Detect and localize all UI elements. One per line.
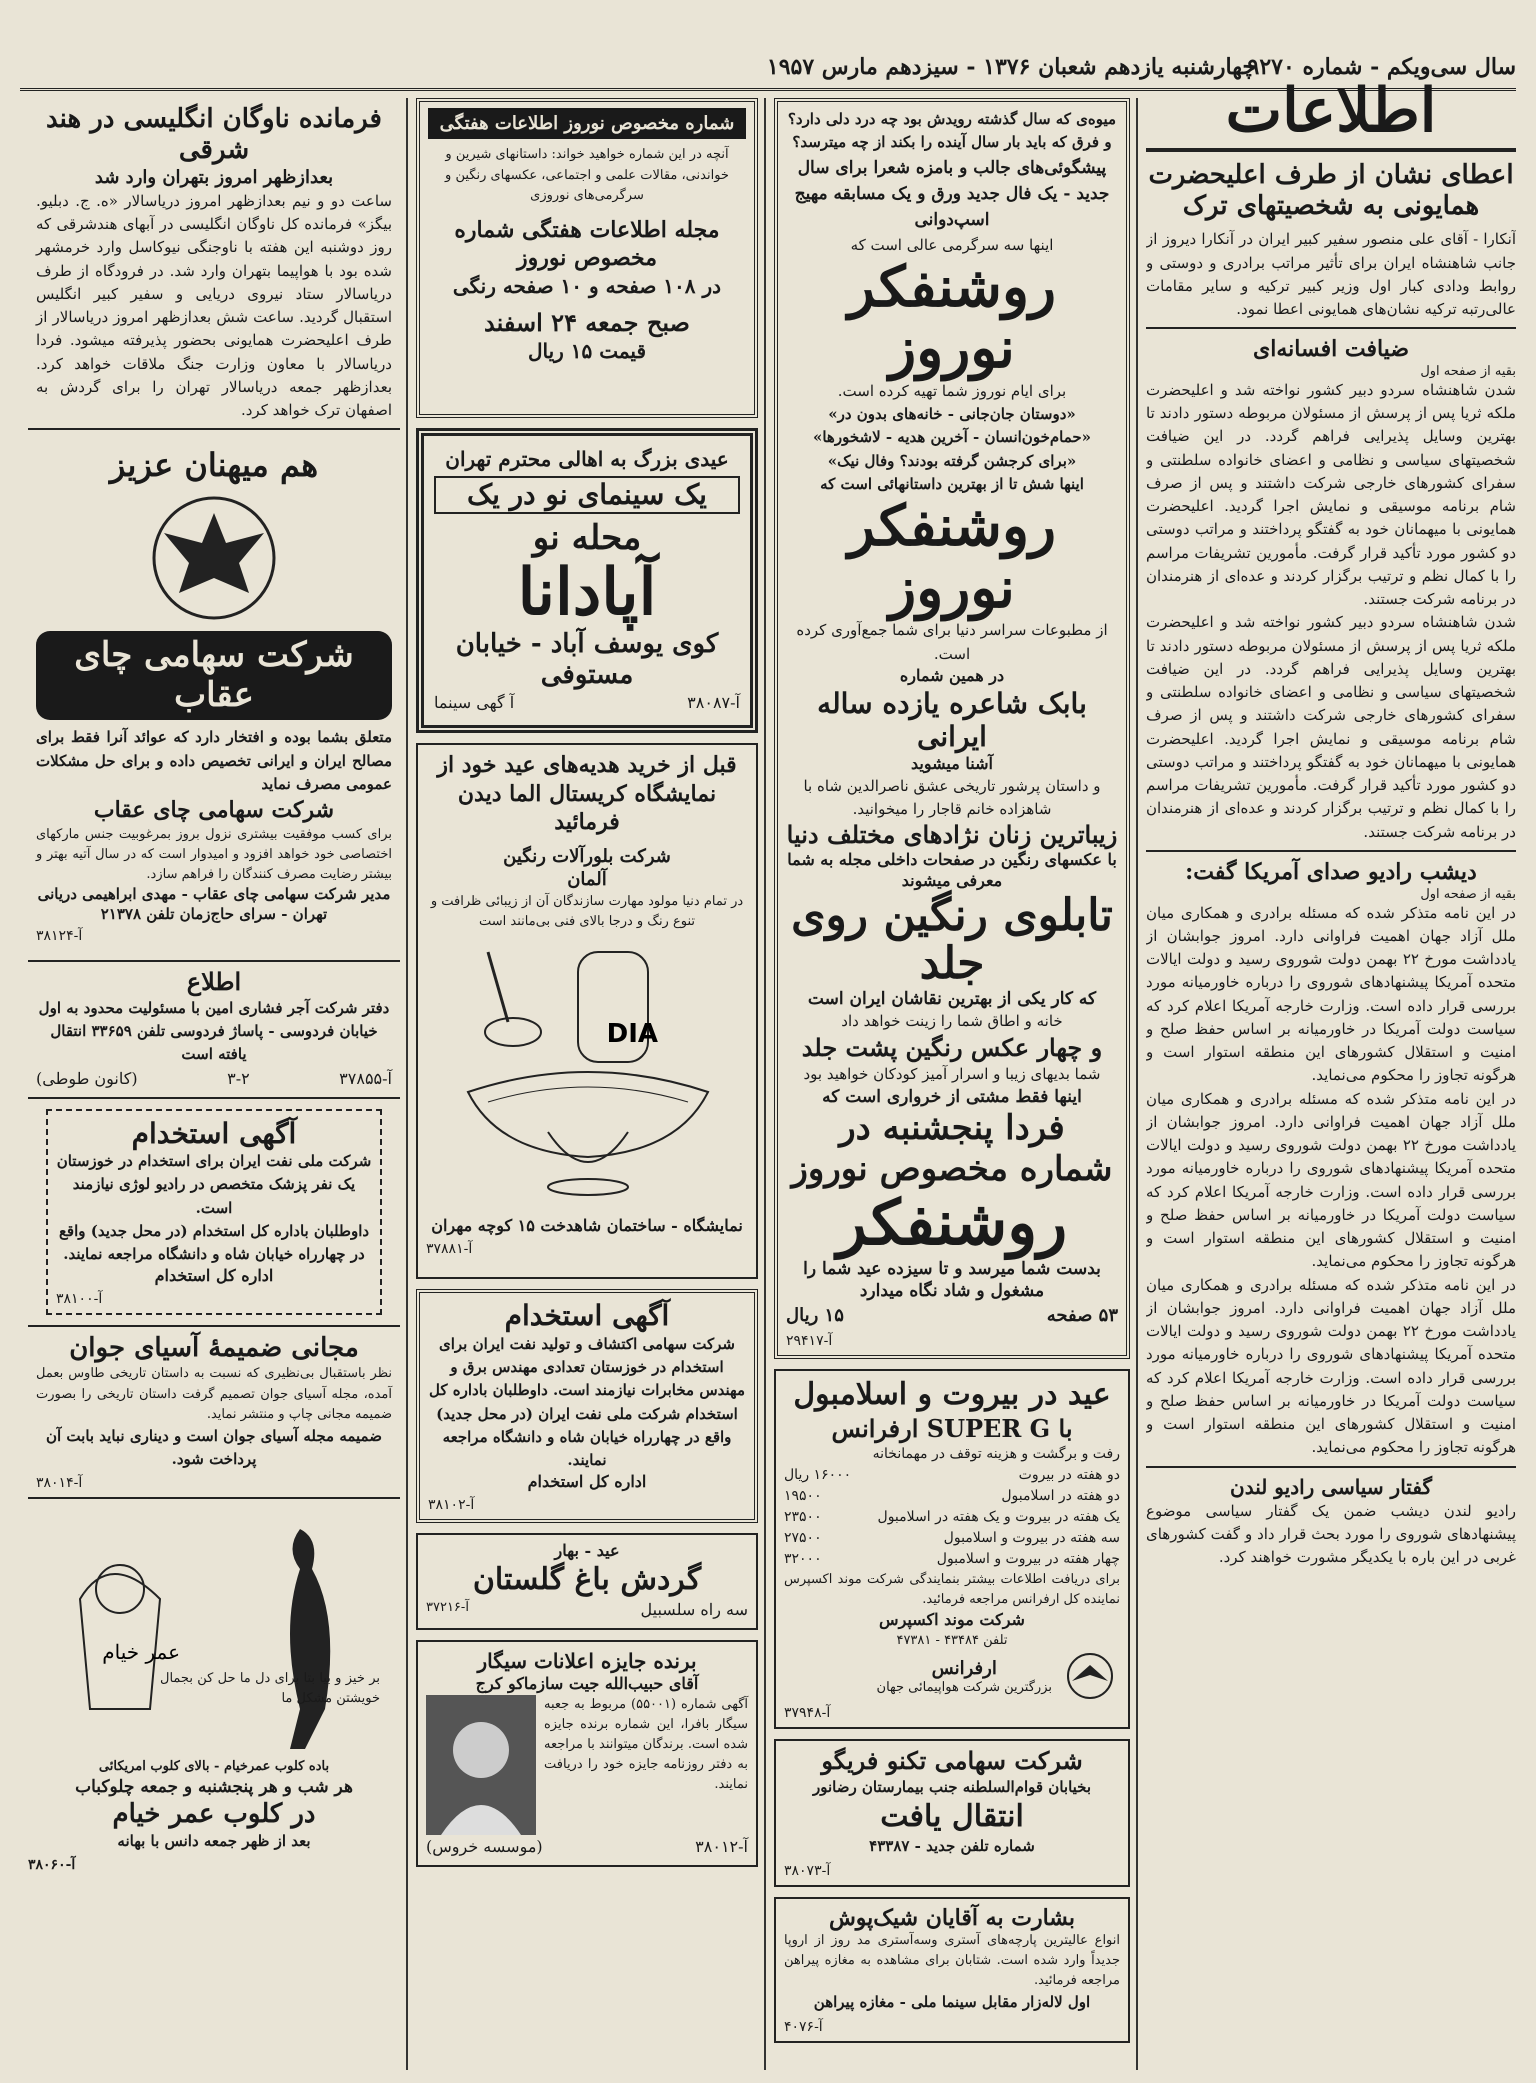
masthead: اطلاعات bbox=[1146, 78, 1516, 152]
article-body: شدن شاهنشاه سردو دبیر کشور نواخته شد و اعلیحضرت ملکه ثریا پس از پرسش از مسئولان مربوطه دستور دادند تا بهترین وسایل پذیرایی فراهم گردد. در این ضیافت شخصیتهای سیاسی و نظامی و اعضای خانواده سلطنتی و سفرای کشورهای خارجی شرکت داشتند و پس از صرف شام برنامه موسیقی و نمایش اجرا گردید. اعلیحضرت همایونی با میهمانان خود به گفتگو پرداختند و مراتب دوستی دو کشور مورد تأکید قرار گرفت. مأمورین تشریفات مراسم را با کمال نظم و ترتیب برگزار کردند و عده‌ای از هنرمندان در برنامه شرکت جستند. bbox=[1146, 380, 1516, 609]
ad-text: میوه‌ی که سال گذشته رویدش بود چه درد دلی دارد؟ و فرق که باید بار سال آینده را بکند از چه میترسد؟ bbox=[787, 110, 1117, 152]
ad-code: آ-۳۸۰۶۰ bbox=[28, 1856, 76, 1873]
eagle-logo-icon bbox=[144, 493, 284, 623]
golestan-ad bbox=[416, 1533, 758, 1630]
price-label: چهار هفته در بیروت و اسلامبول bbox=[936, 1551, 1120, 1567]
phone: شماره تلفن جدید - ۴۳۳۸۷ bbox=[869, 1837, 1035, 1856]
release-date: صبح جمعه ۲۴ اسفند bbox=[484, 308, 690, 337]
ad-text: دفتر شرکت آجر فشاری امین با مسئولیت محدود به اول خیابان فردوسی - پاساژ فردوسی تلفن ۳۳۶۵۹ انتقال یافته است bbox=[38, 998, 390, 1064]
ad-headline: محله نو bbox=[532, 517, 642, 558]
ad-headline: بشارت به آقایان شیک‌پوش bbox=[828, 1904, 1076, 1931]
ad-code: ۳-۲ bbox=[227, 1068, 250, 1088]
winner-name: آقای حبیب‌الله جیت سازماکو کرج bbox=[475, 1673, 699, 1693]
price-label: دو هفته در اسلامبول bbox=[1001, 1488, 1120, 1504]
section-title: دیشب رادیو صدای آمریکا گفت: bbox=[1185, 858, 1477, 885]
ad-code: آ-۳۸۰۱۲ bbox=[695, 1836, 748, 1856]
ad-code: آ-۳۸۰۱۴ bbox=[36, 1475, 83, 1492]
section-title: گفتار سیاسی رادیو لندن bbox=[1230, 1474, 1432, 1499]
shik-ad bbox=[774, 1897, 1130, 2043]
airfrance-ad bbox=[774, 1369, 1130, 1729]
issue-date: چهارشنبه یازدهم شعبان ۱۳۷۶ - سیزدهم مارس ۱۹۵۷ bbox=[766, 54, 1256, 80]
ad-text: شرکت ملی نفت ایران برای استخدام در خوزستان یک نفر پزشک متخصص در رادیو لوژی نیازمند است. bbox=[56, 1152, 372, 1217]
agency: (موسسه خروس) bbox=[426, 1836, 543, 1856]
ad-headline: آگهی استخدام bbox=[131, 1116, 297, 1150]
lead-paragraph: آنکارا - آقای علی منصور سفیر کبیر ایران در آنکارا دیروز از جانب شاهنشاه ایران برای تأثیر مراتب برادری و دوستی و روابط ودادی کبار اول وزیر کبیر ترکیه و سایر مقامات عالی‌رتبه ترکیه نشان‌های همایونی اعطا نمود. bbox=[1146, 230, 1516, 319]
page-count: ۵۳ صفحه bbox=[1046, 1304, 1118, 1326]
ad-code: آ-۳۷۹۴۸ bbox=[784, 1705, 831, 1722]
navy-article bbox=[28, 98, 400, 430]
price-value: ۱۶۰۰۰ ریال bbox=[784, 1467, 852, 1483]
ad-text: برای ایام نوروز شما تهیه کرده است. bbox=[837, 381, 1067, 400]
magazine-brand: روشنفکر نوروز bbox=[847, 253, 1057, 382]
poet-name: بابک شاعره یازده ساله ایرانی bbox=[817, 686, 1087, 754]
ad-text: عیدی بزرگ به اهالی محترم تهران bbox=[445, 447, 729, 471]
ad-text: آنچه در این شماره خواهید خواند: داستانهای شیرین و خواندنی، مقالات علمی و اجتماعی، عکسهای رنگین و سرگرمی‌های نوروزی bbox=[445, 147, 729, 203]
ad-text: شرکت سهامی اکتشاف و تولید نفت ایران برای استخدام در خوزستان تعدادی مهندس برق و مهندس مخابرات نیازمند است. داوطلبان باداره کل استخدام شرکت ملی نفت ایران (در محل جدید) واقع در چهارراه خیابان شاه و دانشگاه مراجعه نمایند. bbox=[429, 1334, 745, 1469]
tekno-frigo-ad bbox=[774, 1739, 1130, 1886]
tea-ad bbox=[28, 440, 400, 950]
ad-code: آ-۳۷۸۵۵ bbox=[339, 1068, 392, 1088]
ad-code: آ-۳۷۸۸۱ bbox=[426, 1240, 473, 1257]
ad-signature: اداره کل استخدام bbox=[527, 1472, 647, 1492]
ad-text: آشنا میشوید bbox=[911, 753, 993, 773]
ad-text: داوطلبان باداره کل استخدام (در محل جدید) واقع در چهارراه خیابان شاه و دانشگاه مراجعه نمایند. bbox=[58, 1221, 370, 1264]
cigarette-prize-ad bbox=[416, 1640, 758, 1867]
article-body: رادیو لندن دیشب ضمن یک گفتار سیاسی موضوع پیشنهادهای شوروی را مورد بحث قرار داد و گفت کشورهای غربی در این باره با یکدیگر مشورت خواهند کرد. bbox=[1146, 1501, 1516, 1567]
ad-text: که کار یکی از بهترین نقاشان ایران است bbox=[807, 989, 1097, 1010]
airline-tagline: بزرگترین شرکت هواپیمائی جهان bbox=[876, 1680, 1052, 1696]
ad-text: نظر باستقبال بی‌نظیری که نسبت به داستان تاریخی طاوس بعمل آمده، مجله آسیای جوان تصمیم گرفت داستان تاریخی را بصورت ضمیمه مجانی چاپ و منتشر نماید. bbox=[36, 1366, 392, 1422]
ad-headline: گردش باغ گلستان bbox=[472, 1561, 702, 1597]
price-label: رفت و برگشت و هزینه توقف در مهمانخانه bbox=[872, 1446, 1120, 1462]
dia-logo: DIA bbox=[606, 1019, 658, 1049]
ad-text: برای دریافت اطلاعات بیشتر بنمایندگی شرکت موند اکسپرس نماینده کل ارفرانس مراجعه فرمائید. bbox=[784, 1572, 1120, 1608]
price-label: دو هفته در بیروت bbox=[1018, 1467, 1120, 1483]
ad-text: برای کسب موفقیت بیشتری نزول بروز بمرغوبیت جنس مارکهای اختصاصی خود خواهد افزود و امیدوار است که در سال آتیه بهتر و بیشتر رضایت مصرف کنندگان را فراهم سازد. bbox=[36, 826, 392, 882]
ad-subtitle: با SUPER G ارفرانس bbox=[831, 1413, 1073, 1443]
cover-title: تابلوی رنگین روی جلد bbox=[791, 889, 1113, 989]
magazine-brand: روشنفکر bbox=[836, 1186, 1068, 1260]
asia-javan-ad bbox=[28, 1325, 400, 1499]
winner-photo-icon bbox=[426, 1695, 536, 1835]
column-right bbox=[1146, 78, 1516, 2070]
ad-text: خانه و اطاق شما را زینت خواهد داد bbox=[841, 1012, 1063, 1031]
ad-label: آ گهی سینما bbox=[434, 693, 515, 713]
phone: تلفن ۴۳۴۸۴ - ۴۷۳۸۱ bbox=[896, 1633, 1008, 1649]
issue-number: سال سی‌ویکم - شماره ۹۲۷۰ bbox=[1247, 54, 1516, 80]
ad-headline: و چهار عکس رنگین پشت جلد bbox=[801, 1032, 1103, 1062]
ad-text: بدست شما میرسد و تا سیزده عید شما را مشغول و شاد نگاه میدارد bbox=[803, 1258, 1101, 1301]
ad-code: آ-۳۸۱۲۴ bbox=[36, 928, 83, 945]
cinema-name: آپادانا bbox=[517, 555, 657, 631]
article-body: در این نامه متذکر شده که مسئله برادری و همکاری میان ملل آزاد جهان اهمیت فراوانی دارد. امروز جوابشان از یادداشت مورخ ۲۲ بهمن دولت شوروی رسید و دولت ایالات متحده آمریکا پیشنهادهای شوروی را درباره خاورمیانه مورد بررسی قرار داده است. وزارت خارجه آمریکا اعلام کرد که سیاست دولت آمریکا در خاورمیانه بر اساس حفظ صلح و امنیت و استقلال کشورهای این منطقه استوار است و هرگونه تجاوز را محکوم می‌نماید. bbox=[1146, 1275, 1516, 1457]
ad-headline: شماره مخصوص نوروز bbox=[791, 1148, 1113, 1189]
tea-logo-text: شرکت سهامی چای عقاب bbox=[36, 631, 392, 721]
ad-text: متعلق بشما بوده و افتخار دارد که عوائد آنرا فقط برای مصالح ایران و ایرانی تخصیص داده و برای حل مشکلات عمومی مصرف نماید bbox=[36, 728, 392, 793]
newspaper-page bbox=[20, 20, 1516, 2070]
ad-text: در همین شماره bbox=[899, 665, 1005, 685]
address: سه راه سلسبیل bbox=[640, 1599, 748, 1619]
khayyam-illustration-icon bbox=[50, 1509, 390, 1759]
article-subtitle: بعدازظهر امروز بتهران وارد شد bbox=[94, 167, 334, 189]
ad-code: آ-۳۸۱۰۰ bbox=[56, 1291, 103, 1308]
story-item: «برای کرجشن گرفته بودند؟ وفال نیک» bbox=[827, 451, 1077, 470]
ad-text: بخیابان قوام‌السلطنه جنب بیمارستان رضانور bbox=[812, 1778, 1092, 1797]
brand-name: شرکت بلورآلات رنگین bbox=[503, 845, 671, 867]
ad-headline: زیباترین زنان نژادهای مختلف دنیا bbox=[786, 820, 1118, 850]
ad-text: پیشگوئی‌های جالب و بامزه شعرا برای سال جدید - یک فال جدید ورق و یک مسابقه مهیج اسپ‌دوانی bbox=[794, 157, 1110, 231]
ad-headline: برنده جایزه اعلانات سیگار bbox=[477, 1648, 697, 1673]
ad-headline: انتقال یافت bbox=[880, 1799, 1024, 1835]
ad-headline: یک سینمای نو در یک bbox=[434, 476, 740, 514]
ad-code: آ-۳۸۰۷۳ bbox=[784, 1862, 831, 1879]
khayyam-label: عمر خیام bbox=[102, 1640, 180, 1665]
column-center-right bbox=[774, 98, 1130, 2070]
airline-name: ارفرانس bbox=[931, 1658, 997, 1680]
roshanfekr-ad bbox=[774, 98, 1130, 1359]
ad-headline: فردا پنجشنبه در bbox=[839, 1107, 1065, 1148]
column-rule bbox=[1136, 98, 1138, 2070]
ad-text: آگهی شماره (۵۵۰۰۱) مربوط به جعبه سیگار بافرا، این شماره برنده جایزه شده است. برندگان میتوانند با مراجعه به دفتر روزنامه جایزه خود را دریافت نمایند. bbox=[544, 1696, 748, 1793]
ad-signature: اداره کل استخدام bbox=[154, 1266, 274, 1286]
ad-text: شما بدیهای زیبا و اسرار آمیز کودکان خواهید بود bbox=[803, 1064, 1101, 1083]
ad-code: آ-۳۷۲۱۶ bbox=[426, 1599, 469, 1615]
weekly-special-ad bbox=[416, 98, 758, 418]
headline: اعطای نشان از طرف اعلیحضرت همایونی به شخصیتهای ترک bbox=[1148, 160, 1514, 222]
column-center-left bbox=[416, 98, 758, 2070]
column-rule bbox=[406, 98, 408, 2070]
ad-headline: اطلاع bbox=[186, 967, 242, 997]
ad-headline: مجله اطلاعات هفتگی شماره مخصوص نوروز bbox=[454, 216, 720, 272]
ad-headline: آگهی استخدام bbox=[504, 1299, 670, 1333]
brand-country: آلمان bbox=[567, 869, 607, 891]
price-value: ۱۹۵۰۰ bbox=[784, 1488, 822, 1504]
price-label: سه هفته در بیروت و اسلامبول bbox=[943, 1530, 1120, 1546]
club-name: باده کلوب عمرخیام - بالای کلوب امریکائی bbox=[98, 1759, 330, 1775]
ad-headline: در کلوب عمر خیام bbox=[112, 1799, 316, 1830]
ad-headline: نمایشگاه کریستال الما دیدن فرمائید bbox=[457, 780, 717, 836]
article-title: فرمانده ناوگان انگلیسی در هند شرقی bbox=[46, 104, 382, 166]
column-rule bbox=[764, 98, 766, 2070]
ad-text: اینها فقط مشتی از خرواری است که bbox=[822, 1086, 1082, 1107]
notice-ad bbox=[28, 960, 400, 1099]
ad-code: آ-۳۸۱۰۲ bbox=[428, 1497, 475, 1514]
crystal-ad bbox=[416, 743, 758, 1279]
ad-text: ضمیمه مجله آسیای جوان است و دیناری نباید بابت آن پرداخت شود. bbox=[46, 1426, 382, 1469]
byline: بقیه از صفحه اول bbox=[1420, 886, 1516, 902]
ad-headline: مجانی ضمیمهٔ آسیای جوان bbox=[69, 1333, 359, 1364]
job-ad-2 bbox=[416, 1289, 758, 1523]
article-body: در این نامه متذکر شده که مسئله برادری و همکاری میان ملل آزاد جهان اهمیت فراوانی دارد. امروز جوابشان از یادداشت مورخ ۲۲ بهمن دولت شوروی رسید و دولت ایالات متحده آمریکا پیشنهادهای شوروی را درباره خاورمیانه مورد بررسی قرار داده است. وزارت خارجه آمریکا اعلام کرد که سیاست دولت آمریکا در خاورمیانه بر اساس حفظ صلح و امنیت و استقلال کشورهای این منطقه استوار است و هرگونه تجاوز را محکوم می‌نماید. bbox=[1146, 1089, 1516, 1271]
cinema-ad bbox=[416, 428, 758, 733]
magazine-brand: روشنفکر نوروز bbox=[847, 493, 1057, 621]
ad-text: هر شب و هر پنجشنبه و جمعه چلوکباب bbox=[75, 1777, 353, 1798]
byline: بقیه از صفحه اول bbox=[1420, 363, 1516, 379]
address: کوی یوسف آباد - خیابان bbox=[455, 628, 719, 659]
ad-headline: شرکت سهامی تکنو فریگو bbox=[821, 1746, 1083, 1776]
company-name: شرکت سهامی چای عقاب bbox=[93, 797, 335, 823]
ad-text: و داستان پرشور تاریخی عشق ناصرالدین شاه با شاهزاده خانم قاجار را میخوانید. bbox=[803, 776, 1101, 818]
price-value: ۲۳۵۰۰ bbox=[784, 1509, 822, 1525]
price-value: ۲۷۵۰۰ bbox=[784, 1530, 822, 1546]
ad-text: بعد از ظهر جمعه دانس با بهانه bbox=[117, 1832, 311, 1851]
airline-logo-icon bbox=[1060, 1651, 1120, 1701]
agency: (کانون طوطی) bbox=[36, 1068, 138, 1088]
crystal-bowls-illustration-icon bbox=[428, 932, 748, 1212]
ad-text: در تمام دنیا مولود مهارت سازندگان آن از زیبائی ظرافت و تنوع رنگ و درجا بالای فنی بی‌مانند است bbox=[430, 893, 744, 929]
poem: بر خیز و بیا بتا برای دل ما حل کن بجمال خویشتن مشکل ما bbox=[160, 1671, 380, 1707]
address: مستوفی bbox=[540, 659, 634, 690]
ad-text: عید - بهار bbox=[554, 1541, 620, 1561]
price-value: ۳۲۰۰۰ bbox=[784, 1551, 822, 1567]
agent-name: شرکت موند اکسپرس bbox=[879, 1610, 1025, 1630]
article-body: ساعت دو و نیم بعدازظهر امروز دریاسالار «ه. ج. دبلیو. بیگز» فرمانده کل ناوگان انگلیسی در آبهای هندشرقی که روز دوشنبه این هفته با ناوجنگی نیوکاسل وارد خرمشهر شده بود با هواپیما بتهران وارد شد. در فرودگاه از طرف دریاسالار ستاد نیروی دریایی و سفیر کبیر انگلیس استقبال گردید. ساعت شش بعدازظهر امروز دریاسالار از طرف اعلیحضرت همایونی بحضور پذیرفته میشود. فردا دریاسالار با معاون وزارت جنگ ملاقات خواهد کرد. بعدازظهر جمعه دریاسالار تهران را برای گردش به اصفهان ترک خواهد کرد. bbox=[36, 191, 392, 420]
ad-headline: قبل از خرید هدیه‌های عید خود از bbox=[437, 752, 737, 779]
price-label: یک هفته در بیروت و یک هفته در اسلامبول bbox=[877, 1509, 1120, 1525]
ad-text: اینها سه سرگرمی عالی است که bbox=[850, 235, 1054, 254]
article-body: در این نامه متذکر شده که مسئله برادری و همکاری میان ملل آزاد جهان اهمیت فراوانی دارد. امروز جوابشان از یادداشت مورخ ۲۲ بهمن دولت شوروی رسید و دولت ایالات متحده آمریکا پیشنهادهای شوروی را درباره خاورمیانه مورد بررسی قرار داده است. وزارت خارجه آمریکا اعلام کرد که سیاست دولت آمریکا در خاورمیانه بر اساس حفظ صلح و امنیت و استقلال کشورهای این منطقه استوار است و هرگونه تجاوز را محکوم می‌نماید. bbox=[1146, 903, 1516, 1085]
section-title: ضیافت افسانه‌ای bbox=[1252, 336, 1409, 363]
director: مدیر شرکت سهامی چای عقاب - مهدی ابراهیمی دریانی bbox=[37, 885, 391, 904]
price: قیمت ۱۵ ریال bbox=[527, 339, 647, 364]
story-item: «حمام‌خون‌انسان - آخرین هدیه - لاشخورها» bbox=[812, 428, 1092, 447]
article-body: شدن شاهنشاه سردو دبیر کشور نواخته شد و اعلیحضرت ملکه ثریا پس از پرسش از مسئولان مربوطه دستور دادند تا بهترین وسایل پذیرایی فراهم گردد. در این ضیافت شخصیتهای سیاسی و نظامی و اعضای خانواده سلطنتی و سفرای کشورهای خارجی شرکت داشتند و پس از صرف شام برنامه موسیقی و نمایش اجرا گردید. اعلیحضرت همایونی با میهمانان خود به گفتگو پرداختند و مراتب دوستی دو کشور مورد تأکید قرار گرفت. مأمورین تشریفات مراسم را با کمال نظم و ترتیب برگزار کردند و عده‌ای از هنرمندان در برنامه شرکت جستند. bbox=[1146, 613, 1516, 841]
ad-text: در ۱۰۸ صفحه و ۱۰ صفحه رنگی bbox=[452, 274, 722, 298]
ad-headline: عید در بیروت و اسلامبول bbox=[793, 1376, 1111, 1412]
ad-text: با عکسهای رنگین در صفحات داخلی مجله به شما معرفی میشوند bbox=[787, 849, 1117, 890]
ad-headline: هم میهنان عزیز bbox=[109, 446, 319, 485]
ad-code: آ-۲۹۴۱۷ bbox=[786, 1332, 833, 1349]
khayyam-club-ad bbox=[28, 1509, 400, 1881]
ad-code: آ-۴۰۷۶ bbox=[784, 2018, 823, 2035]
job-ad-1 bbox=[46, 1109, 382, 1316]
ad-code: آ-۳۸۰۸۷ bbox=[687, 693, 740, 713]
address: تهران - سرای حاج‌زمان تلفن ۲۱۳۷۸ bbox=[100, 904, 328, 923]
ad-text: اینها شش تا از بهترین داستانهائی است که bbox=[820, 474, 1084, 493]
column-left bbox=[28, 98, 400, 2070]
address: اول لاله‌زار مقابل سینما ملی - مغازه پیراهن bbox=[813, 1993, 1091, 2012]
ad-text: از مطبوعات سراسر دنیا برای شما جمع‌آوری کرده است. bbox=[796, 621, 1108, 663]
address: نمایشگاه - ساختمان شاهدخت ۱۵ کوچه مهران bbox=[431, 1216, 743, 1235]
story-item: «دوستان جان‌جانی - خانه‌های بدون در» bbox=[828, 405, 1076, 424]
price: ۱۵ ریال bbox=[786, 1304, 844, 1326]
ad-text: انواع عالیترین پارچه‌های آستری وسه‌آستری مد روز از اروپا جدیداً وارد شده است. شتابان برای مشاهده به مغازه پیراهن مراجعه فرمائید. bbox=[784, 1932, 1120, 1989]
ad-banner: شماره مخصوص نوروز اطلاعات هفتگی bbox=[428, 108, 746, 139]
